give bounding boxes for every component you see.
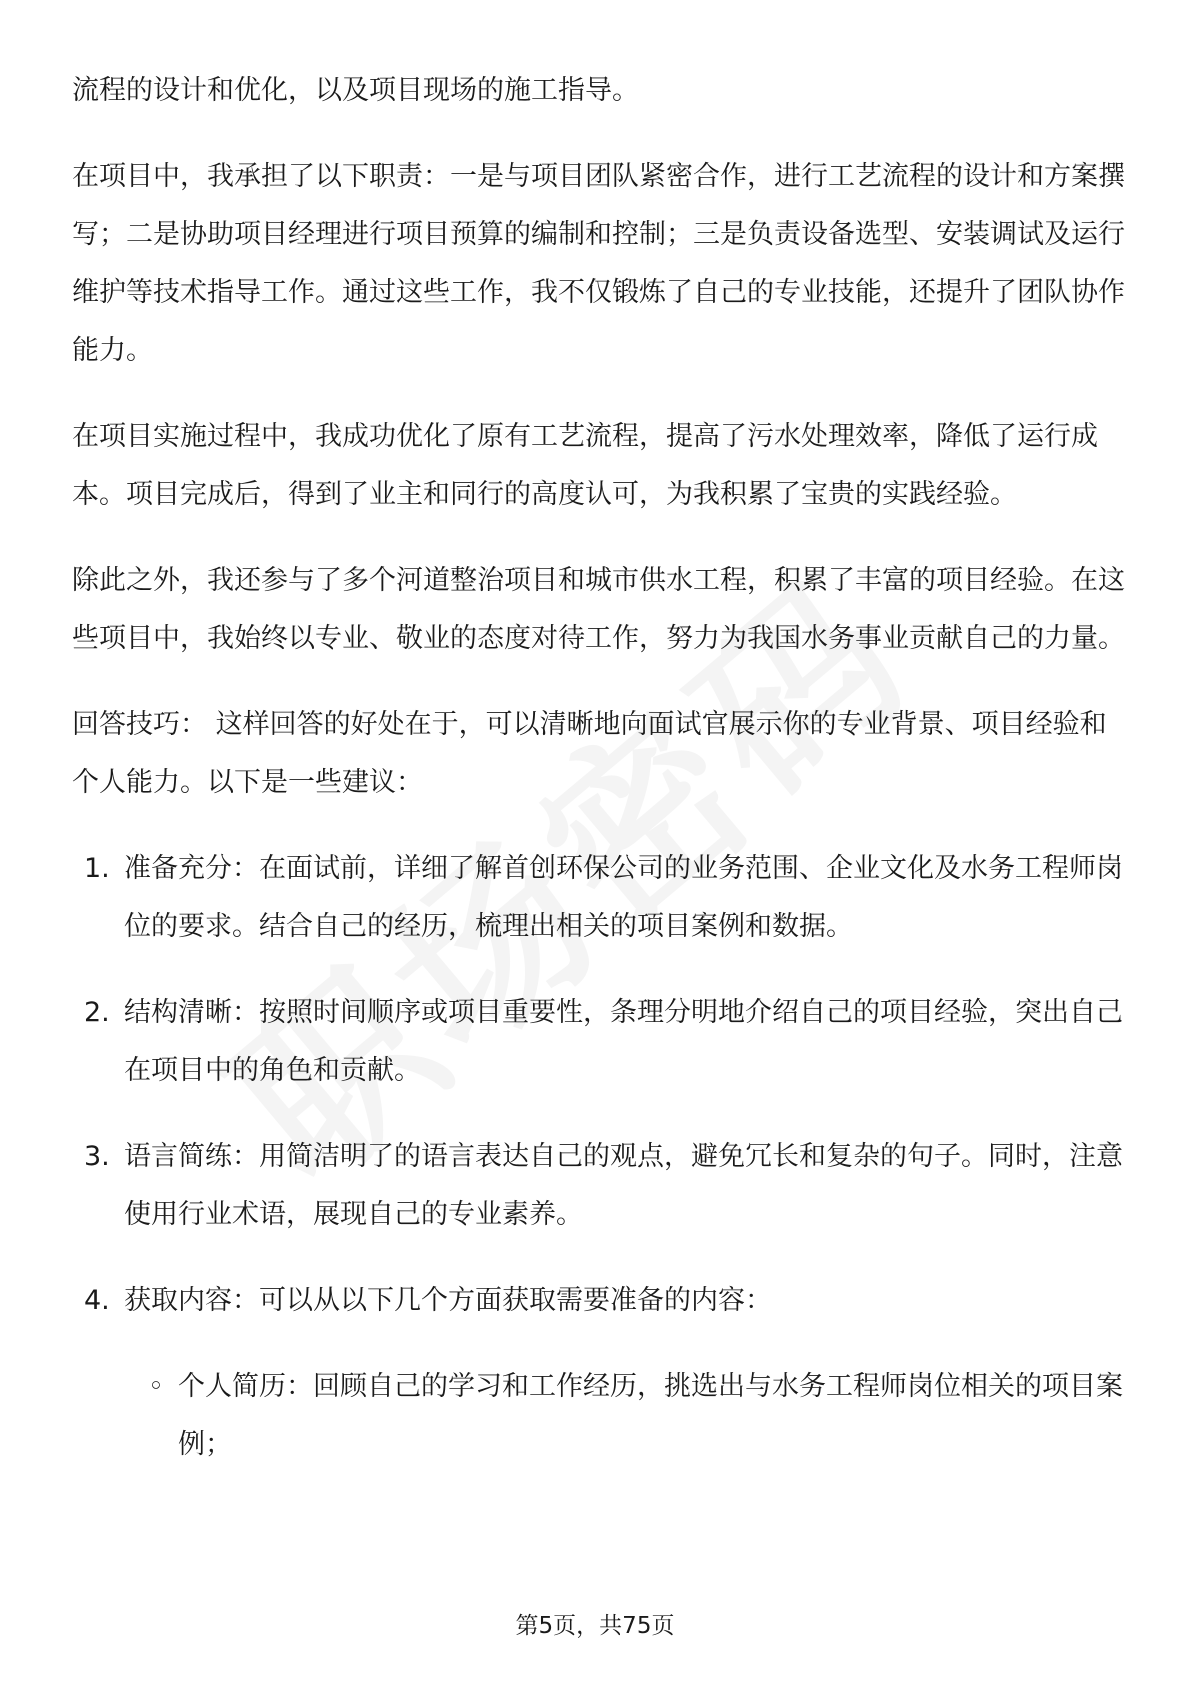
list-number: 4. — [84, 1285, 110, 1316]
list-item-text: 获取内容：可以从以下几个方面获取需要准备的内容： — [124, 1285, 772, 1316]
list-number: 1. — [84, 853, 110, 884]
list-number: 2. — [84, 997, 110, 1028]
sublist-item-text: 个人简历：回顾自己的学习和工作经历，挑选出与水务工程师岗位相关的项目案例； — [178, 1371, 1123, 1460]
list-item — [72, 1128, 1132, 1244]
list-item-text: 结构清晰：按照时间顺序或项目重要性，条理分明地介绍自己的项目经验，突出自己在项目中的角色和贡献。 — [124, 997, 1123, 1086]
list-item — [72, 840, 1132, 956]
paragraph-2: 在项目中，我承担了以下职责：一是与项目团队紧密合作，进行工艺流程的设计和方案撰写；二是协助项目经理进行项目预算的编制和控制；三是负责设备选型、安装调试及运行维护等技术指导工作。通过这些工作，我不仅锻炼了自己的专业技能，还提升了团队协作能力。 — [72, 161, 1125, 366]
paragraph-1: 流程的设计和优化，以及项目现场的施工指导。 — [72, 75, 639, 106]
list-item — [72, 1272, 1132, 1330]
paragraph-3: 在项目实施过程中，我成功优化了原有工艺流程，提高了污水处理效率，降低了运行成本。项目完成后，得到了业主和同行的高度认可，为我积累了宝贵的实践经验。 — [72, 421, 1098, 510]
tips-list — [72, 840, 1132, 1330]
page-footer: 第5页，共75页 — [515, 1613, 675, 1639]
list-number: 3. — [84, 1141, 110, 1172]
paragraph-4: 除此之外，我还参与了多个河道整治项目和城市供水工程，积累了丰富的项目经验。在这些项目中，我始终以专业、敬业的态度对待工作，努力为我国水务事业贡献自己的力量。 — [72, 565, 1125, 654]
content-sources-list — [72, 1358, 1132, 1474]
sublist-item — [72, 1358, 1132, 1474]
list-item-text: 语言简练：用简洁明了的语言表达自己的观点，避免冗长和复杂的句子。同时，注意使用行业术语，展现自己的专业素养。 — [124, 1141, 1123, 1230]
list-item-text: 准备充分：在面试前，详细了解首创环保公司的业务范围、企业文化及水务工程师岗位的要求。结合自己的经历，梳理出相关的项目案例和数据。 — [124, 853, 1123, 942]
paragraph-answer-tips: 回答技巧： 这样回答的好处在于，可以清晰地向面试官展示你的专业背景、项目经验和个人能力。以下是一些建议： — [72, 709, 1107, 798]
list-item — [72, 984, 1132, 1100]
document-body — [72, 62, 1132, 1502]
bullet-icon: ◦ — [148, 1371, 164, 1402]
